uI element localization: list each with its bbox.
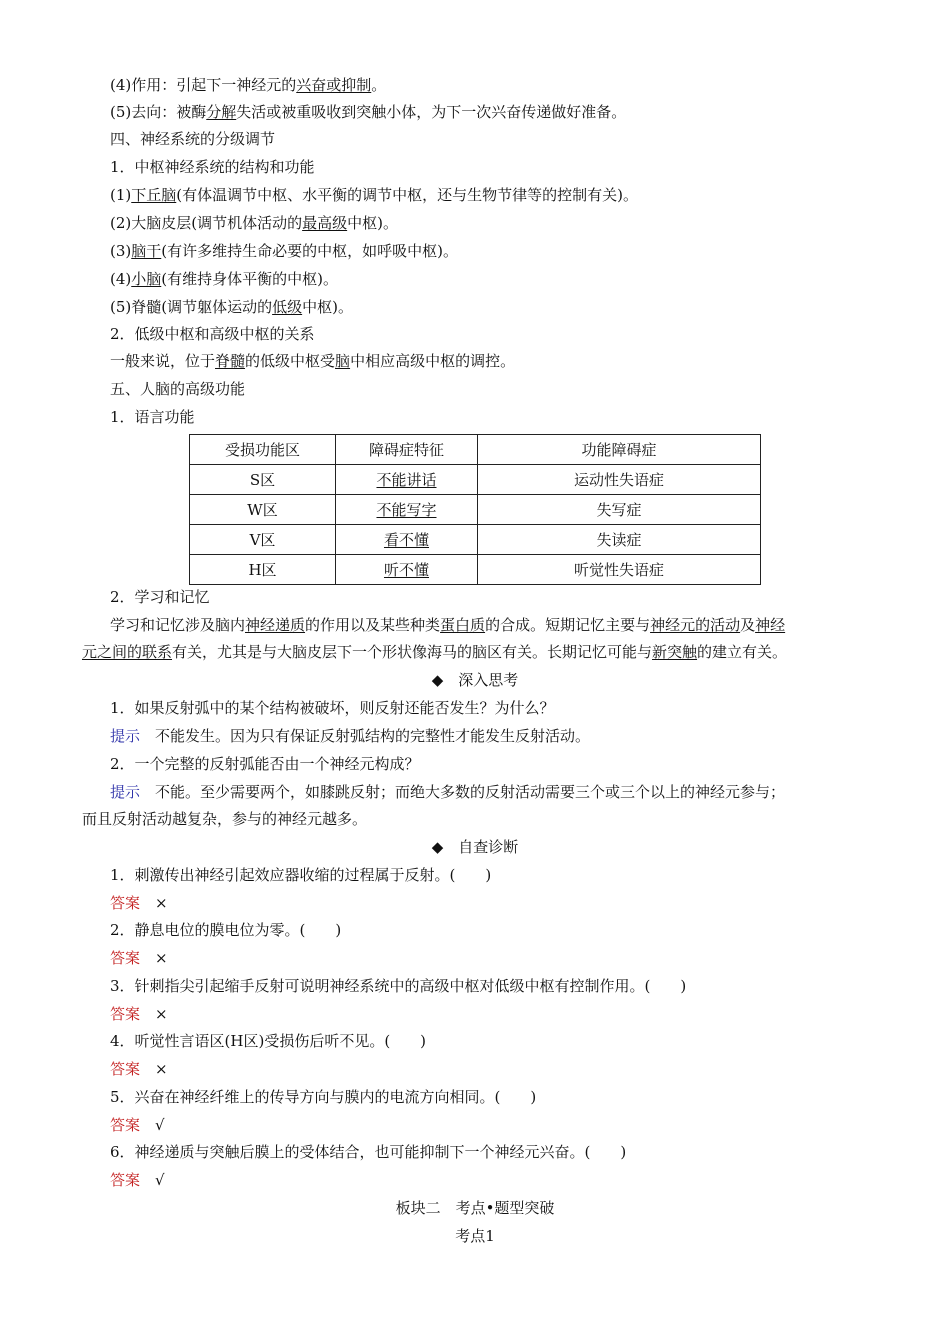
cns-item-3: (3)脑干(有许多维持生命必要的中枢，如呼吸中枢)。 (110, 242, 458, 260)
language-function-table (189, 434, 761, 585)
check-question-4: 4．听觉性言语区(H区)受损伤后听不见。( ) (110, 1032, 427, 1050)
block2-title: 板块二 考点•题型突破 (395, 1199, 555, 1217)
check-answer-1: 答案 × (110, 894, 168, 912)
cns-item-1: (1)下丘脑(有体温调节中枢、水平衡的调节中枢，还与生物节律等的控制有关)。 (110, 186, 638, 204)
table-cell: 听不懂 (336, 555, 478, 585)
memory-paragraph-line1: 学习和记忆涉及脑内神经递质的作用以及某些种类蛋白质的合成。短期记忆主要与神经元的活动及神经 (110, 616, 786, 634)
check-question-5: 5．兴奋在神经纤维上的传导方向与膜内的电流方向相同。( ) (110, 1088, 537, 1106)
cns-item-4: (4)小脑(有维持身体平衡的中枢)。 (110, 270, 338, 288)
section5-sub1: 1．语言功能 (110, 408, 195, 426)
section4-sub2: 2．低级中枢和高级中枢的关系 (110, 325, 315, 343)
table-header: 功能障碍症 (478, 435, 761, 465)
check-question-3: 3．针刺指尖引起缩手反射可说明神经系统中的高级中枢对低级中枢有控制作用。( ) (110, 977, 687, 995)
table-row (190, 525, 761, 555)
check-question-6: 6．神经递质与突触后膜上的受体结合，也可能抑制下一个神经元兴奋。( ) (110, 1143, 627, 1161)
transmitter-fate: (5)去向：被酶分解失活或被重吸收到突触小体，为下一次兴奋传递做好准备。 (110, 103, 627, 121)
think-question-1: 1．如果反射弧中的某个结构被破坏，则反射还能否发生？为什么？ (110, 699, 555, 717)
think-question-2: 2．一个完整的反射弧能否由一个神经元构成？ (110, 755, 420, 773)
section5-title: 五、人脑的高级功能 (110, 380, 246, 398)
transmitter-effect: (4)作用：引起下一神经元的兴奋或抑制。 (110, 76, 387, 94)
section5-sub2: 2．学习和记忆 (110, 588, 210, 606)
check-question-2: 2．静息电位的膜电位为零。( ) (110, 921, 342, 939)
table-cell: 不能写字 (336, 495, 478, 525)
check-answer-2: 答案 × (110, 949, 168, 967)
table-cell: 不能讲话 (336, 465, 478, 495)
cns-item-5: (5)脊髓(调节躯体运动的低级中枢)。 (110, 298, 353, 316)
think-answer-2-line2: 而且反射活动越复杂，参与的神经元越多。 (82, 810, 368, 828)
check-answer-3: 答案 × (110, 1005, 168, 1023)
deep-thinking-title: ◆ 深入思考 (431, 671, 519, 689)
table-header: 受损功能区 (190, 435, 336, 465)
check-answer-5: 答案 √ (110, 1116, 165, 1134)
check-answer-6: 答案 √ (110, 1171, 165, 1189)
table-header-row (190, 435, 761, 465)
table-cell: 看不懂 (336, 525, 478, 555)
table-cell: 运动性失语症 (478, 465, 761, 495)
table-cell: 听觉性失语症 (478, 555, 761, 585)
table-cell: V区 (190, 525, 336, 555)
section4-sub1: 1．中枢神经系统的结构和功能 (110, 158, 315, 176)
table-row (190, 555, 761, 585)
check-question-1: 1．刺激传出神经引起效应器收缩的过程属于反射。( ) (110, 866, 492, 884)
cns-item-2: (2)大脑皮层(调节机体活动的最高级中枢)。 (110, 214, 398, 232)
center-relation: 一般来说，位于脊髓的低级中枢受脑中相应高级中枢的调控。 (110, 352, 516, 370)
think-answer-1: 提示 不能发生。因为只有保证反射弧结构的完整性才能发生反射活动。 (110, 727, 591, 745)
table-cell: H区 (190, 555, 336, 585)
table-cell: 失写症 (478, 495, 761, 525)
section4-title: 四、神经系统的分级调节 (110, 130, 276, 148)
table-row (190, 495, 761, 525)
think-answer-2-line1: 提示 不能。至少需要两个，如膝跳反射；而绝大多数的反射活动需要三个或三个以上的神经元参与； (110, 783, 786, 801)
table-header: 障碍症特征 (336, 435, 478, 465)
memory-paragraph-line2: 元之间的联系有关，尤其是与大脑皮层下一个形状像海马的脑区有关。长期记忆可能与新突触的建立有关。 (82, 643, 788, 661)
self-check-title: ◆ 自查诊断 (431, 838, 519, 856)
block2-point: 考点1 (455, 1227, 495, 1245)
table-cell: S区 (190, 465, 336, 495)
table-row (190, 465, 761, 495)
check-answer-4: 答案 × (110, 1060, 168, 1078)
table-cell: 失读症 (478, 525, 761, 555)
table-cell: W区 (190, 495, 336, 525)
